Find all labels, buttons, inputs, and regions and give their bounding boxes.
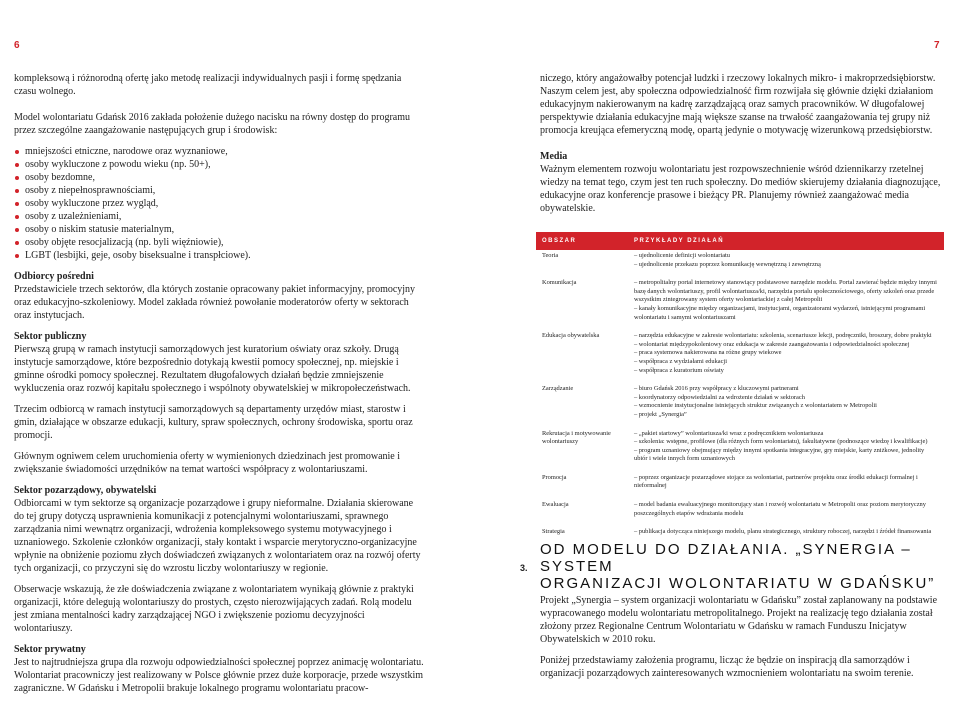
- list-item: osoby z niepełnosprawnościami,: [14, 184, 424, 197]
- list-item: LGBT (lesbijki, geje, osoby biseksualne i transpłciowe).: [14, 249, 424, 262]
- right-column-top: [540, 72, 946, 215]
- table-row: [536, 499, 944, 526]
- action-item: – współpraca z wydziałami edukacji: [634, 357, 727, 365]
- action-item: – szkolenia: wstępne, profilowe (dla różnych form wolontariatu), fakultatywne (podnoszące wiedzę i kwalifikacje): [634, 438, 928, 446]
- list-item: osoby bezdomne,: [14, 171, 424, 184]
- paragraph: Głównym ogniwem celem uruchomienia oferty w wymienionych dziedzinach jest promowanie i zwiększanie świadomości urzędników na temat wartości współpracy z wolontariuszami.: [14, 451, 401, 475]
- list-item: osoby objęte resocjalizacją (np. byli więźniowie),: [14, 236, 424, 249]
- paragraph: Projekt „Synergia – system organizacji wolontariatu w Gdańsku” został zaplanowany na podstawie wypracowanego modelu wolontariatu metropolitalnego. Projekt na realizację tego działania został złożony przez Regionalne Centrum Wolontariatu w Gdańsku w ramach Funduszu Inicjatyw Obywatelskich w 2010 roku.: [540, 595, 938, 645]
- table-cell-actions: [628, 428, 944, 472]
- action-item: – wzmocnienie instytucjonalne istniejących struktur związanych z wolontariatem w Metropolii: [634, 402, 877, 410]
- action-item: – publikacja dotycząca niniejszego modelu, planu strategicznego, struktury roboczej, narzędzi i źródeł finansowania: [634, 528, 932, 536]
- table-cell-area: Rekrutacja i motywowanie wolontariuszy: [542, 429, 611, 446]
- paragraph: niczego, który angażowałby potencjał ludzki i rzeczowy lokalnych mikro- i makroprzedsiębiorstw. Naszym celem jest, aby społeczna odpowiedzialność firm rozwijała się głównie dzięki działaniom edukacyjnym nakierowanym na kadrę zarządzającą oraz samych pracowników. W długofalowej perspektywie działania edukacyjne mają większe szanse na trwałość zaangażowania tej grupy niż promocja kreująca efemeryczną modę, opartą jedynie o motywację wizerunkową przedsiębiorstw.: [540, 73, 936, 136]
- paragraph: Ważnym elementem rozwoju wolontariatu jest rozpowszechnienie wśród dziennikarzy rzetelnej wiedzy na temat tego, czym jest ten ruch społeczny. Do mediów skierujemy działania diagnozujące, edukacyjne oraz konferencje prasowe i bieżący PR. Planujemy również zaangażować media obywatelskie.: [540, 164, 941, 214]
- table-cell-area: Ewaluacja: [542, 501, 569, 509]
- list-item: osoby wykluczone z powodu wieku (np. 50+),: [14, 158, 424, 171]
- table-cell-area: Strategia: [542, 528, 565, 536]
- table-cell-actions: [628, 499, 944, 526]
- list-item: mniejszości etniczne, narodowe oraz wyznaniowe,: [14, 145, 424, 158]
- section-title: [540, 541, 960, 592]
- paragraph: Przedstawiciele trzech sektorów, dla których zostanie opracowany pakiet informacyjny, promocyjny oraz edukacyjno-szkoleniowy. Model zakłada również powołanie moderatorów oferty w sektorach oraz instytucjach.: [14, 284, 416, 321]
- section-title-line: OD MODELU DO DZIAŁANIA. „SYNERGIA – SYSTEM: [540, 541, 912, 575]
- left-column: [14, 72, 424, 695]
- table-cell-area: Promocja: [542, 473, 567, 481]
- table-cell-actions: [628, 330, 944, 383]
- page-number-right: 7: [934, 40, 940, 51]
- page-number-left: 6: [14, 40, 20, 51]
- action-item: – biuro Gdańsk 2016 przy współpracy z kluczowymi partnerami: [634, 385, 799, 393]
- actions-table: [536, 232, 944, 545]
- section-title-line: ORGANIZACJI WOLONTARIATU W GDAŃSKU”: [540, 575, 936, 592]
- action-item: – ujednolicenie przekazu poprzez komunikację wewnętrzną i zewnętrzną: [634, 260, 821, 268]
- table-cell-area: Zarządzanie: [542, 385, 574, 393]
- table-row: [536, 472, 944, 499]
- paragraph: Obserwacje wskazują, że złe doświadczenia związane z wolontariatem wynikają głównie z praktyki organizacji, które delegują wolontariuszy do prostych, często nierozwijających zadań. Rolą modelu jest zmiana mentalności kadry zarządzającej NGO i zwiększenie poziomu decyzyjności wolontariuszy.: [14, 584, 414, 634]
- table-cell-area: Edukacja obywatelska: [542, 332, 600, 340]
- action-item: – program uznaniowy obejmujący między innymi spotkania integracyjne, gry miejskie, karty zniżkowe, jednolity ubiór i wiele innych form uznaniowych: [634, 446, 925, 463]
- paragraph: Trzecim odbiorcą w ramach instytucji samorządowych są departamenty urzędów miast, starostw i gmin, działające w obszarze edukacji, kultury, spraw społecznych, ochrony środowiska, sportu oraz promocji.: [14, 404, 413, 441]
- paragraph: Model wolontariatu Gdańsk 2016 zakłada położenie dużego nacisku na równy dostęp do programu przez szczególne zaangażowanie następujących grup i środowisk:: [14, 112, 411, 136]
- table-header-actions: PRZYKŁADY DZIAŁAŃ: [628, 232, 944, 250]
- section-heading: Sektor prywatny: [14, 644, 86, 655]
- action-item: – projekt „Synergia”: [634, 410, 687, 418]
- list-item: osoby wykluczone przez wygląd,: [14, 197, 424, 210]
- table-cell-area: Komunikacja: [542, 279, 577, 287]
- table-cell-actions: [628, 250, 944, 277]
- section-heading: Sektor pozarządowy, obywatelski: [14, 485, 157, 496]
- table-body: [536, 250, 944, 545]
- action-item: – ujednolicenie definicji wolontariatu: [634, 252, 731, 259]
- paragraph: Poniżej przedstawiamy założenia programu, licząc że będzie on inspiracją dla samorządów i organizacji pozarządowych zainteresowanych wzmocnieniem wolontariatu na swoim terenie.: [540, 655, 914, 679]
- right-column-bottom: [540, 594, 946, 680]
- section-heading: Odbiorcy pośredni: [14, 271, 94, 282]
- list-item: osoby o niskim statusie materialnym,: [14, 223, 424, 236]
- action-item: – narzędzia edukacyjne w zakresie wolontariatu: szkolenia, scenariusze lekcji, podręczniki, broszury, dobre praktyki: [634, 332, 932, 340]
- list-item: osoby z uzależnieniami,: [14, 210, 424, 223]
- section-heading: Sektor publiczny: [14, 331, 87, 342]
- table-row: [536, 383, 944, 427]
- action-item: – kanały komunikacyjne między organizacjami, instytucjami, organizatorami wydarzeń, istniejącymi programami wolontariatu i samymi wolontariuszami: [634, 304, 926, 321]
- table-header-row: [536, 232, 944, 250]
- table-row: [536, 250, 944, 277]
- table-cell-actions: [628, 383, 944, 427]
- table-header-area: OBSZAR: [536, 232, 628, 250]
- action-item: – model badania ewaluacyjnego monitorujący stan i rozwój wolontariatu w Metropolii oraz poziom merytoryczny poszczególnych etapów wdrażania modelu: [634, 501, 926, 517]
- action-item: – „pakiet startowy” wolontariusza/ki wraz z podręcznikiem wolontariusza: [634, 429, 824, 437]
- target-groups-list: [14, 145, 424, 262]
- paragraph: Odbiorcami w tym sektorze są organizacje pozarządowe i grupy nieformalne. Działania skierowane do tej grupy dotyczą usprawnienia komunikacji z potencjalnymi wolontariuszami, sprawnego zarządzania nimi wewnątrz organizacji, wdrożenia kompleksowego systemu motywacyjnego i uznaniowego. Szkolenie członków organizacji, stały kontakt i wsparcie merytoryczno-organizacyjne wpłynie na obniżenie poziomu złych doświadczeń związanych z wolontariatem oraz na rozwój oferty tych organizacji, co przyczyni się do wzrostu liczby wolontariuszy w regionie.: [14, 498, 421, 574]
- action-item: – wolontariat międzypokoleniowy oraz edukacja w zakresie zaangażowania i odpowiedzialności społecznej: [634, 340, 910, 348]
- action-item: – metropolitalny portal internetowy stanowiący podstawowe narzędzie modelu. Portal zawierać będzie między innymi bazę danych wolontariuszy, profil wolontariusza/ki, narzędzia portalu społecznościowego, oferty szkoleń oraz przede wszystkim zintegrowany system oferty wolontariackiej z całej Metropolii: [634, 279, 937, 304]
- table-cell-actions: [628, 277, 944, 330]
- action-item: – praca systemowa nakierowana na różne grupy wiekowe: [634, 349, 782, 357]
- section-heading: Media: [540, 151, 568, 162]
- paragraph: Pierwszą grupą w ramach instytucji samorządowych jest kuratorium oświaty oraz szkoły. Drugą instytucje samorządowe, które bezpośrednio dotykają kwestii pomocy społecznej, np. miejskie i gminne ośrodki pomocy społecznej. Rezultatem długofalowych działań będzie zmniejszenie wykluczenia oraz rozwój kapitału społecznego i wspólnoty obywatelskiej w mikropołeczeństwach.: [14, 344, 411, 394]
- table-row: [536, 428, 944, 472]
- table-row: [536, 277, 944, 330]
- paragraph: kompleksową i różnorodną ofertę jako metodę realizacji indywidualnych pasji i formę spędzania czasu wolnego.: [14, 73, 402, 97]
- action-item: – koordynatorzy odpowiedzialni za wdrożenie działań w sektorach: [634, 393, 805, 401]
- action-item: – współpraca z kuratorium oświaty: [634, 366, 724, 374]
- table-row: [536, 330, 944, 383]
- paragraph: Jest to najtrudniejsza grupa dla rozwoju odpowiedzialności społecznej poprzez animację wolontariatu. Wolontariat pracowniczy jest realizowany w Polsce głównie przez duże korporacje, przede wszystkim zagraniczne. W Gdańsku i Metropolii brakuje lokalnego programu wolontariatu pracow-: [14, 657, 424, 694]
- table-cell-actions: [628, 472, 944, 499]
- table-cell-area: Teoria: [542, 252, 559, 259]
- action-item: – poprzez organizacje pozarządowe stojące za wolontariat, partnerów projektu oraz środki edukacji formalnej i nieformalnej: [634, 473, 918, 490]
- section-number: 3.: [520, 563, 528, 573]
